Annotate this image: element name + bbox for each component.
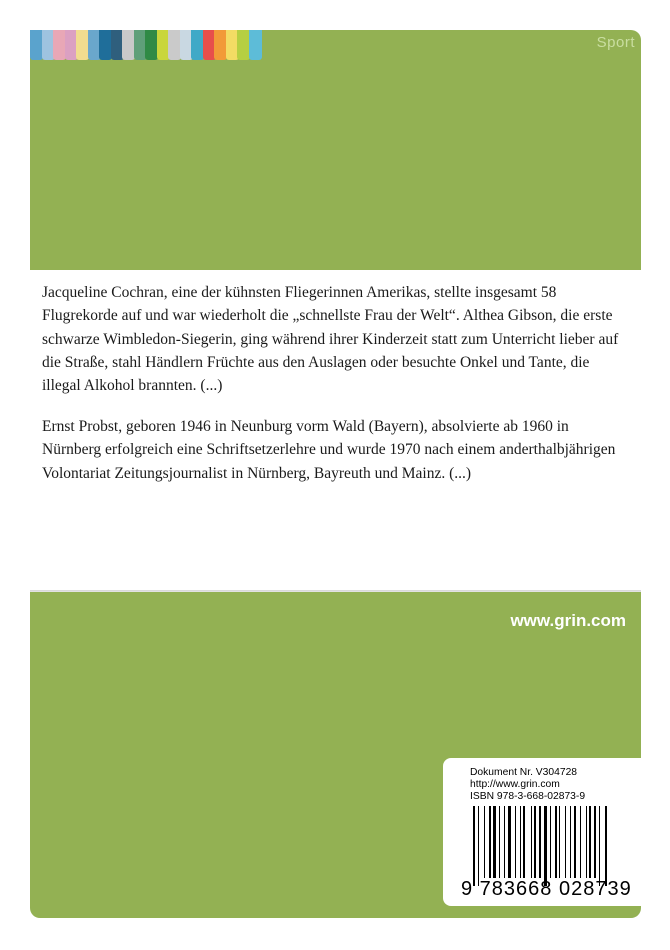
description-area	[30, 270, 641, 592]
barcode-bar	[574, 806, 576, 878]
barcode-bar	[544, 806, 547, 886]
barcode-bar	[555, 806, 557, 878]
publisher-url: http://www.grin.com	[470, 779, 560, 790]
barcode-bar	[520, 806, 521, 878]
isbn-text: ISBN 978-3-668-02873-9	[470, 791, 586, 802]
barcode-bar	[605, 806, 607, 886]
barcode-bar	[515, 806, 516, 878]
barcode-bar	[559, 806, 560, 878]
barcode-bar	[478, 806, 479, 886]
barcode-bar	[550, 806, 551, 878]
barcode-bar	[489, 806, 491, 878]
author-paragraph: Ernst Probst, geboren 1946 in Neunburg vorm Wald (Bayern), absolvierte ab 1960 in Nürnberg erfolgreich eine Schriftsetzerlehre und wurde 1970 nach einem anderthalbjährigen Volontariat Zeitungsjournalist in Nürnberg, Bayreuth und Mainz. (...)	[42, 418, 616, 482]
description-paragraph: Jacqueline Cochran, eine der kühnsten Fliegerinnen Amerikas, stellte insgesamt 58 Flugrekorde auf und war wiederholt die „schnellste Frau der Welt“. Althea Gibson, die erste schwarze Wimbledon-Siegerin, ging während ihrer Kinderzeit statt zum Unterricht lieber auf die Straße, stahl Händlern Früchte aus den Auslagen oder besuchte Onkel und Tante, die illegal Alkohol brannten. (...)	[42, 284, 619, 395]
barcode-bar	[586, 806, 587, 878]
barcode-bar	[508, 806, 511, 878]
barcode-bar	[580, 806, 581, 878]
color-stripes	[30, 30, 270, 60]
color-stripe	[249, 30, 262, 60]
document-number: Dokument Nr. V304728	[470, 767, 578, 778]
barcode-bar	[534, 806, 536, 878]
barcode-bar	[504, 806, 505, 878]
barcode-bar	[594, 806, 596, 878]
barcode-bar	[589, 806, 591, 878]
barcode-bar	[599, 806, 600, 886]
barcode-box	[443, 758, 641, 906]
barcode-bar	[484, 806, 485, 878]
cover-top-panel	[30, 30, 641, 270]
barcode-bar	[531, 806, 532, 878]
barcode-digits: 9 783668 028739	[461, 878, 632, 900]
barcode-bar	[473, 806, 475, 886]
barcode-bar	[523, 806, 525, 878]
barcode-bar	[499, 806, 500, 878]
barcode-bar	[570, 806, 571, 878]
barcode-bar	[565, 806, 566, 878]
barcode-bar	[493, 806, 496, 878]
publisher-website[interactable]: www.grin.com	[510, 611, 626, 630]
barcode-bar	[539, 806, 541, 878]
category-label: Sport	[596, 34, 635, 51]
